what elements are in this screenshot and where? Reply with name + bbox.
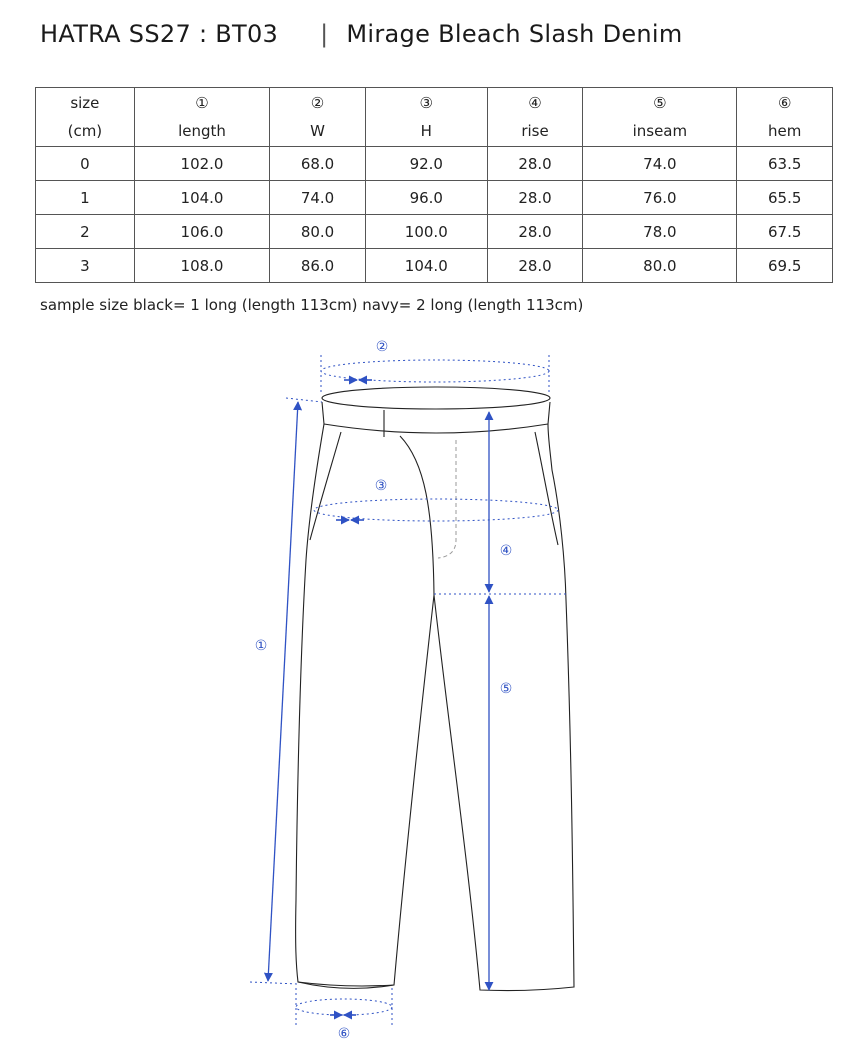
- waistband-top: [322, 387, 550, 409]
- length-line: [268, 402, 298, 981]
- sample-size-note: sample size black= 1 long (length 113cm) navy= 2 long (length 113cm): [40, 296, 584, 314]
- table-cell: 108.0: [134, 249, 270, 283]
- header-cell: ② W: [270, 88, 366, 147]
- table-cell: 2: [36, 215, 135, 249]
- table-cell: 74.0: [270, 181, 366, 215]
- header-cell: ④ rise: [487, 88, 583, 147]
- fly-seam: [400, 436, 434, 595]
- waist-ellipse: [321, 360, 549, 382]
- title-separator: |: [320, 20, 329, 48]
- table-cell: 3: [36, 249, 135, 283]
- pants-outline: [296, 387, 574, 991]
- label-waist: ②: [375, 339, 389, 355]
- table-cell: 78.0: [583, 215, 737, 249]
- table-cell: 104.0: [134, 181, 270, 215]
- table-cell: 68.0: [270, 147, 366, 181]
- hem-ellipse: [296, 999, 392, 1015]
- table-cell: 80.0: [270, 215, 366, 249]
- header-cell: ⑥ hem: [737, 88, 833, 147]
- header-cell: ③ H: [365, 88, 487, 147]
- header-cell: ① length: [134, 88, 270, 147]
- label-length: ①: [254, 638, 268, 654]
- product-code: HATRA SS27 : BT03: [40, 20, 279, 48]
- table-cell: 102.0: [134, 147, 270, 181]
- waistband-front: [322, 402, 550, 433]
- length-guide-top: [286, 398, 322, 402]
- table-cell: 28.0: [487, 249, 583, 283]
- pants-body: [296, 424, 574, 991]
- table-cell: 86.0: [270, 249, 366, 283]
- table-cell: 96.0: [365, 181, 487, 215]
- table-cell: 28.0: [487, 215, 583, 249]
- product-name: Mirage Bleach Slash Denim: [346, 20, 683, 48]
- table-cell: 76.0: [583, 181, 737, 215]
- table-cell: 67.5: [737, 215, 833, 249]
- length-guide-bottom: [250, 982, 298, 984]
- table-cell: 92.0: [365, 147, 487, 181]
- table-cell: 104.0: [365, 249, 487, 283]
- right-pocket: [535, 432, 558, 545]
- table-cell: 80.0: [583, 249, 737, 283]
- table-cell: 1: [36, 181, 135, 215]
- table-cell: 28.0: [487, 181, 583, 215]
- hip-ellipse: [314, 499, 558, 521]
- table-cell: 65.5: [737, 181, 833, 215]
- table-cell: 28.0: [487, 147, 583, 181]
- label-rise: ④: [499, 543, 513, 559]
- table-cell: 69.5: [737, 249, 833, 283]
- table-cell: 100.0: [365, 215, 487, 249]
- label-inseam: ⑤: [499, 681, 513, 697]
- measurement-marks: [250, 355, 566, 1026]
- header-cell: size (cm): [36, 88, 135, 147]
- table-cell: 0: [36, 147, 135, 181]
- table-cell: 74.0: [583, 147, 737, 181]
- label-hem: ⑥: [337, 1026, 351, 1042]
- label-hip: ③: [374, 478, 388, 494]
- table-cell: 106.0: [134, 215, 270, 249]
- table-cell: 63.5: [737, 147, 833, 181]
- header-cell: ⑤ inseam: [583, 88, 737, 147]
